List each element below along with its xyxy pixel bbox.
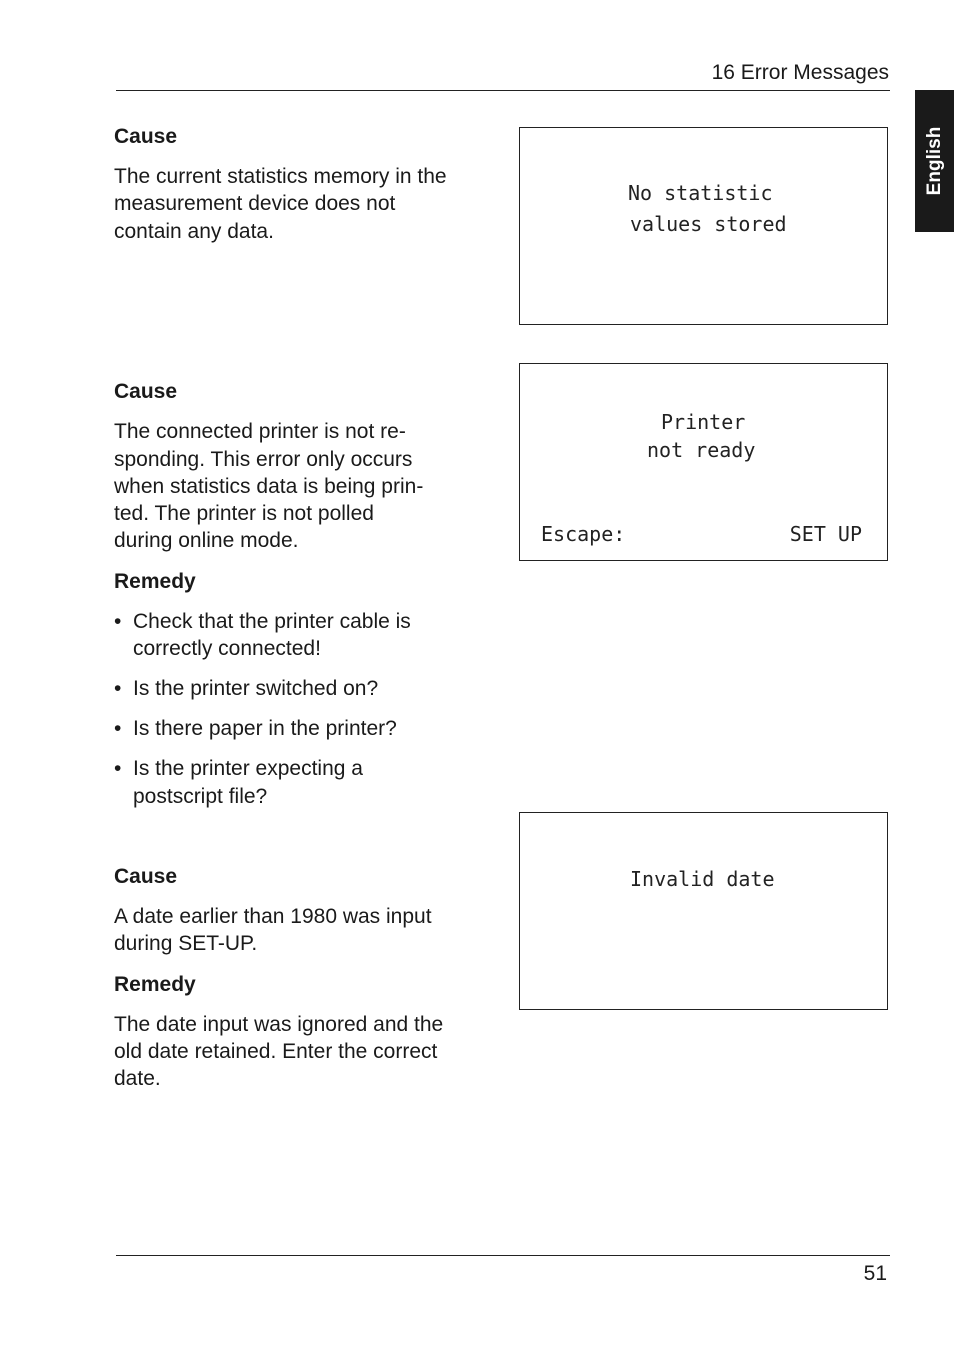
- cause-text: during online mode.: [114, 529, 299, 552]
- cause-heading: Cause: [114, 865, 178, 888]
- remedy-heading: Remedy: [114, 973, 196, 996]
- section-header: 16 Error Messages: [711, 61, 889, 84]
- display-box-invalid-date: [519, 812, 888, 1010]
- display-line: not ready: [647, 438, 756, 462]
- remedy-item: Is the printer switched on?: [133, 677, 379, 700]
- language-tab: [915, 90, 954, 232]
- cause-text: ted. The printer is not polled: [114, 502, 374, 525]
- cause-text: measurement device does not: [114, 192, 396, 215]
- display-line: values stored: [630, 212, 787, 236]
- remedy-text: The date input was ignored and the: [114, 1013, 444, 1036]
- display-softkey-setup: SET UP: [789, 522, 862, 546]
- remedy-text: old date retained. Enter the correct: [114, 1040, 438, 1063]
- bullet-icon: •: [114, 610, 122, 633]
- cause-text: The current statistics memory in the: [114, 165, 447, 188]
- cause-text: sponding. This error only occurs: [114, 448, 413, 471]
- display-line: No statistic: [628, 181, 773, 205]
- cause-text: The connected printer is not re-: [114, 420, 406, 443]
- remedy-item: postscript file?: [133, 785, 268, 808]
- display-line: Printer: [661, 410, 746, 434]
- bullet-icon: •: [114, 677, 122, 700]
- display-softkey-label: Escape:: [541, 522, 626, 546]
- remedy-item: Is there paper in the printer?: [133, 717, 397, 740]
- remedy-item: Check that the printer cable is: [133, 610, 411, 633]
- cause-text: during SET-UP.: [114, 932, 258, 955]
- remedy-text: date.: [114, 1067, 161, 1090]
- remedy-heading: Remedy: [114, 570, 196, 593]
- remedy-item: Is the printer expecting a: [133, 757, 363, 780]
- cause-heading: Cause: [114, 380, 178, 403]
- cause-text: contain any data.: [114, 220, 274, 243]
- footer-rule: [116, 1255, 890, 1256]
- header-rule: [116, 90, 890, 91]
- remedy-item: correctly connected!: [133, 637, 321, 660]
- bullet-icon: •: [114, 757, 122, 780]
- page-number: 51: [863, 1262, 887, 1285]
- language-tab-label: English: [923, 126, 945, 196]
- cause-text: A date earlier than 1980 was input: [114, 905, 432, 928]
- cause-heading: Cause: [114, 125, 178, 148]
- cause-text: when statistics data is being prin-: [114, 475, 424, 498]
- display-box-no-statistics: [519, 127, 888, 325]
- display-line: Invalid date: [630, 867, 775, 891]
- bullet-icon: •: [114, 717, 122, 740]
- display-box-printer-not-ready: [519, 363, 888, 561]
